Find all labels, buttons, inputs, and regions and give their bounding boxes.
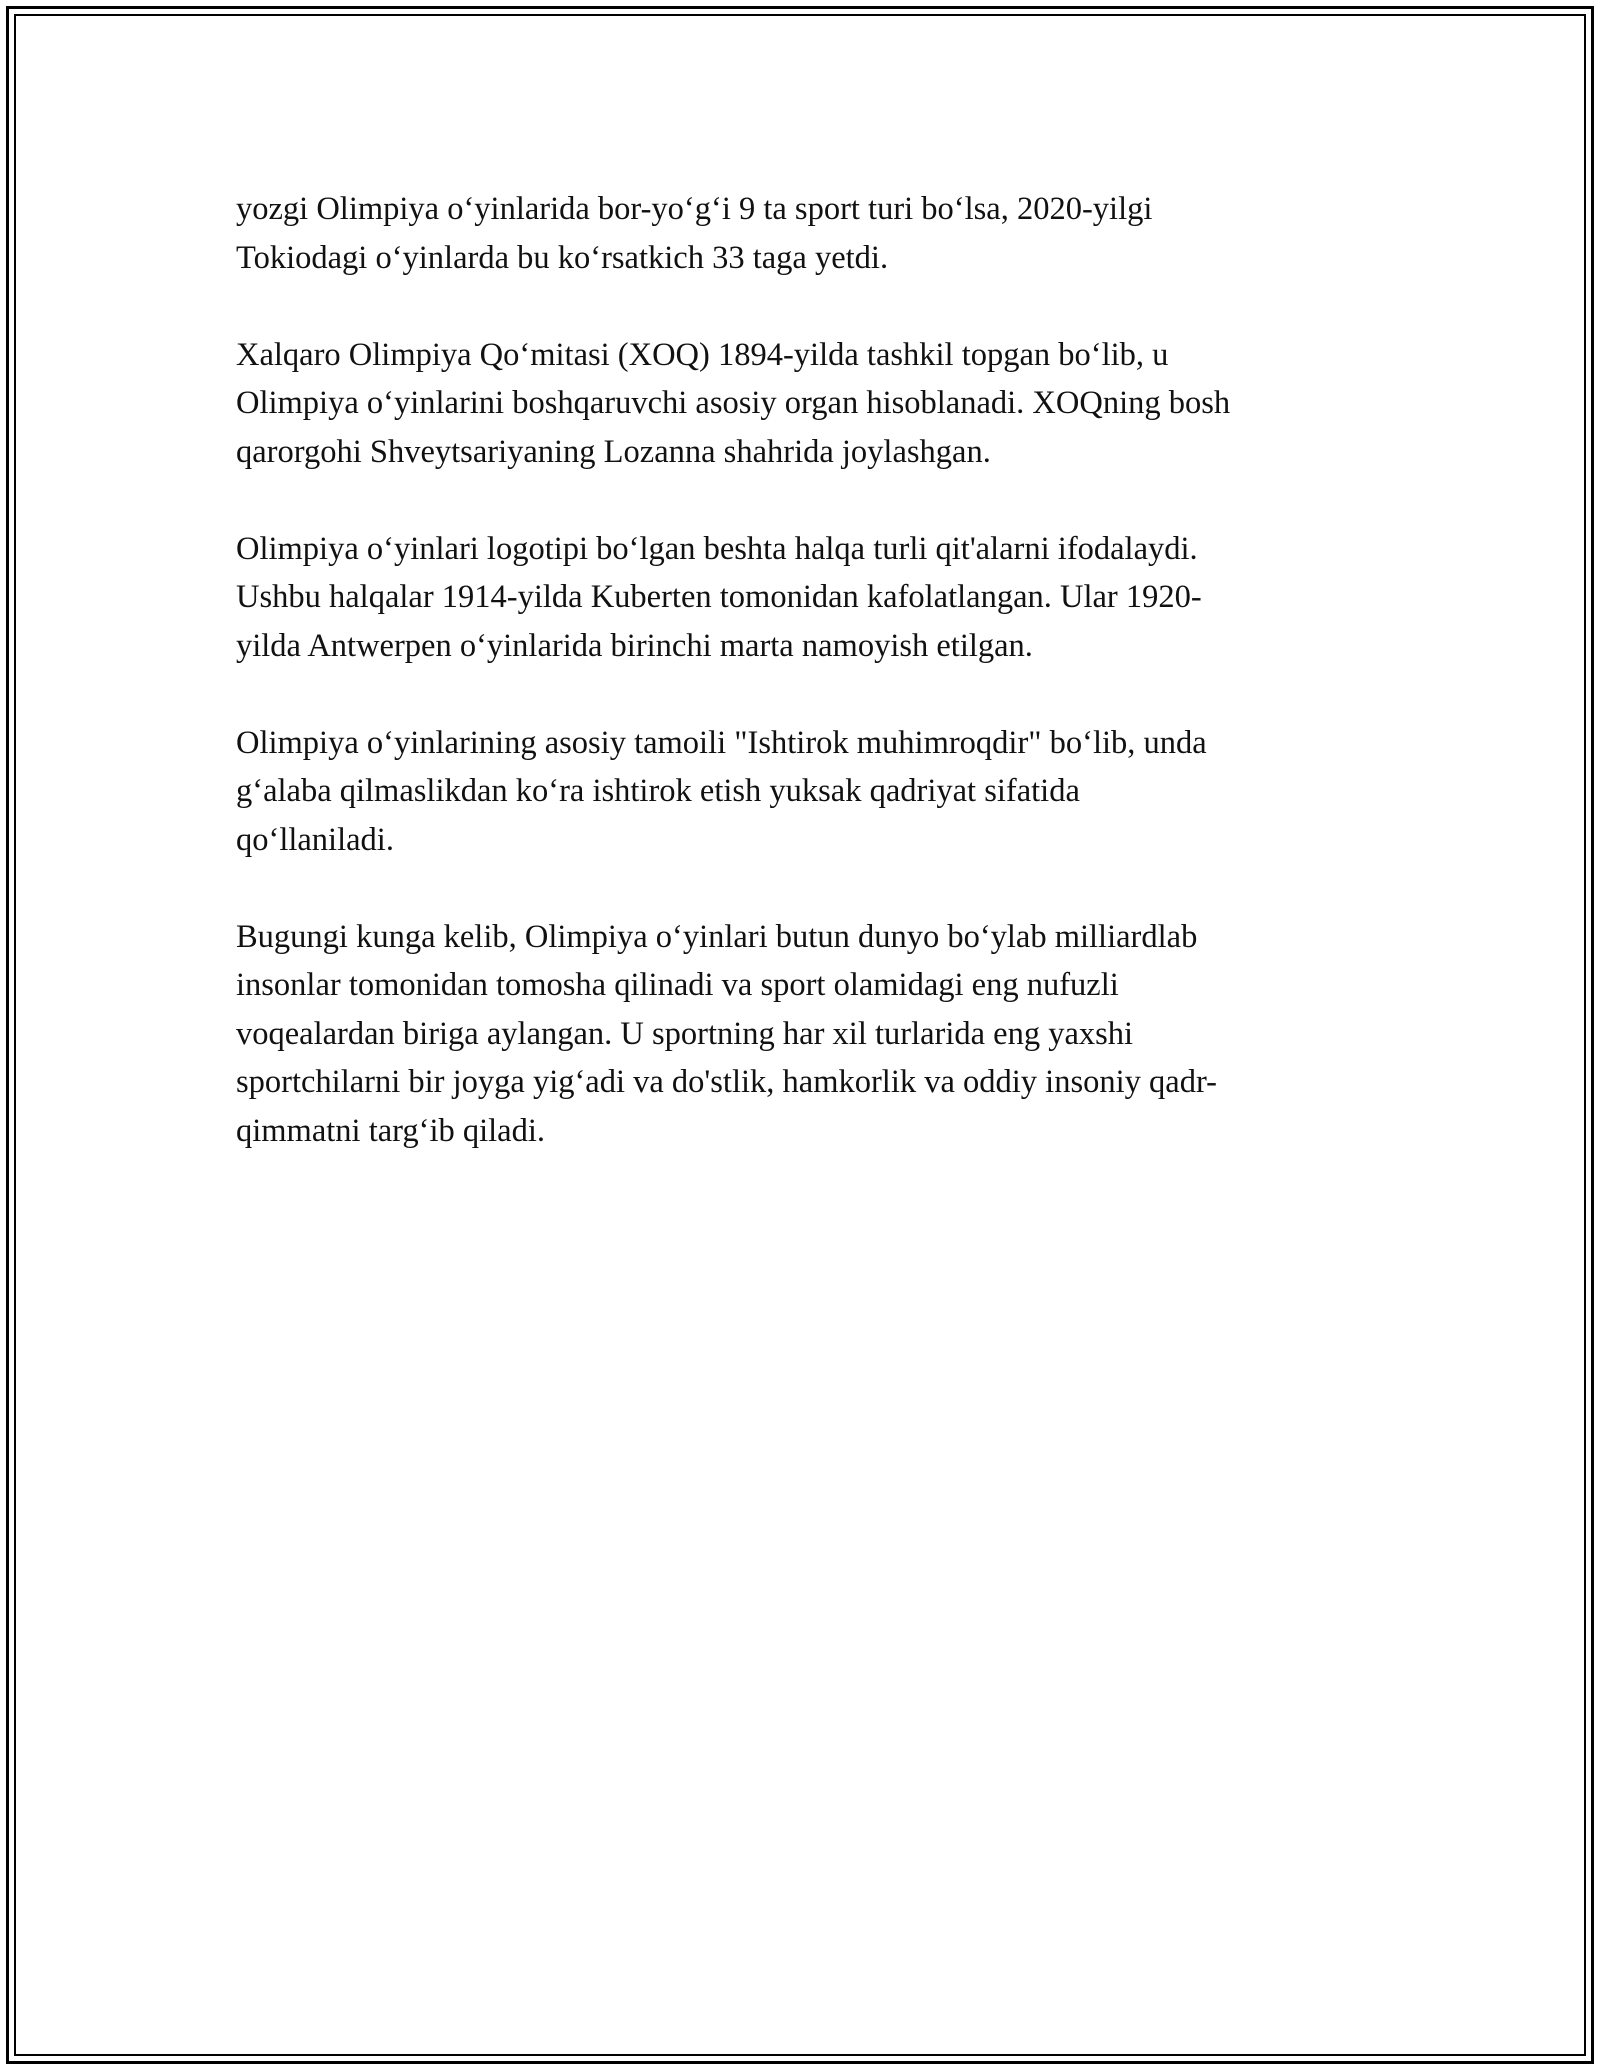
text-line: qo‘llaniladi. <box>236 821 394 858</box>
text-line: qarorgohi Shveytsariyaning Lozanna shahrida joylashgan. <box>236 433 991 470</box>
text-line: qimmatni targ‘ib qiladi. <box>236 1112 546 1149</box>
text-line: Tokiodagi o‘yinlarda bu ko‘rsatkich 33 taga yetdi. <box>236 239 889 276</box>
text-line: sportchilarni bir joyga yig‘adi va do'stlik, hamkorlik va oddiy insoniy qadr- <box>236 1064 1217 1100</box>
text-line: Bugungi kunga kelib, Olimpiya o‘yinlari butun dunyo bo‘ylab milliardlab <box>236 918 1198 955</box>
text-line: g‘alaba qilmaslikdan ko‘ra ishtirok etish yuksak qadriyat sifatida <box>236 773 1080 809</box>
document-body <box>236 185 1366 1204</box>
text-line: Olimpiya o‘yinlari logotipi bo‘lgan beshta halqa turli qit'alarni ifodalaydi. <box>236 530 1198 567</box>
paragraph-rings <box>236 525 1366 671</box>
text-line: voqealardan biriga aylangan. U sportning har xil turlarida eng yaxshi <box>236 1015 1134 1052</box>
text-line: Xalqaro Olimpiya Qo‘mitasi (XOQ) 1894-yilda tashkil topgan bo‘lib, u <box>236 336 1169 373</box>
text-line: yilda Antwerpen o‘yinlarida birinchi marta namoyish etilgan. <box>236 627 1033 664</box>
paragraph-today <box>236 913 1366 1156</box>
text-line: Olimpiya o‘yinlarining asosiy tamoili "Ishtirok muhimroqdir" bo‘lib, unda <box>236 724 1207 761</box>
text-line: yozgi Olimpiya o‘yinlarida bor-yo‘g‘i 9 ta sport turi bo‘lsa, 2020-yilgi <box>236 191 1153 227</box>
text-line: Olimpiya o‘yinlarini boshqaruvchi asosiy organ hisoblanadi. XOQning bosh <box>236 385 1231 421</box>
text-line: insonlar tomonidan tomosha qilinadi va sport olamidagi eng nufuzli <box>236 967 1119 1003</box>
paragraph-summer-games <box>236 185 1366 282</box>
text-line: Ushbu halqalar 1914-yilda Kuberten tomonidan kafolatlangan. Ular 1920- <box>236 579 1202 615</box>
paragraph-ioc <box>236 331 1366 477</box>
paragraph-principle <box>236 719 1366 865</box>
